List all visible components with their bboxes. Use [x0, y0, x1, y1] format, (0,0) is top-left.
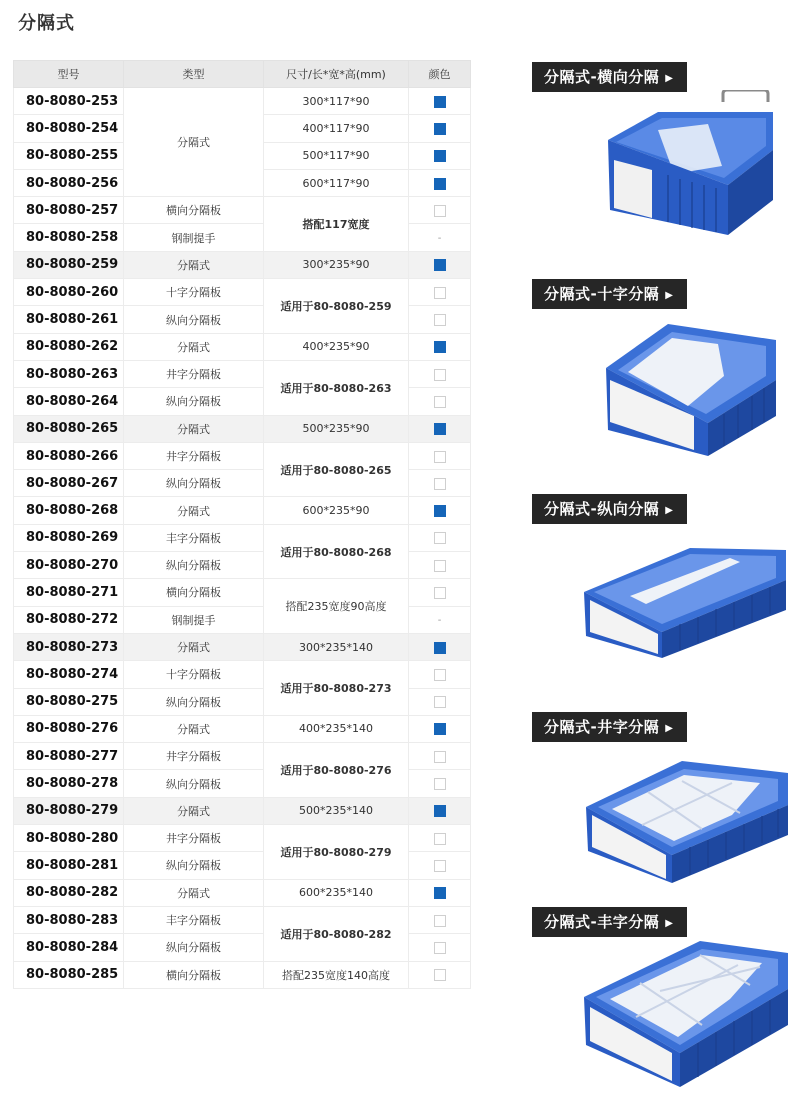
table-row — [14, 961, 471, 988]
model-cell: 80-8080-280 — [14, 825, 124, 852]
model-cell: 80-8080-263 — [14, 360, 124, 387]
size-cell: 适用于80-8080-259 — [264, 279, 409, 334]
model-cell: 80-8080-283 — [14, 906, 124, 933]
triangle-right-icon: ▶ — [665, 290, 674, 301]
size-cell: 搭配117宽度 — [264, 197, 409, 252]
table-row — [14, 442, 471, 469]
empty-color-swatch — [434, 587, 446, 599]
size-cell: 500*117*90 — [264, 142, 409, 169]
empty-color-swatch — [434, 478, 446, 490]
model-cell: 80-8080-284 — [14, 934, 124, 961]
size-cell: 400*235*140 — [264, 715, 409, 742]
color-cell — [409, 169, 471, 196]
product-label-text: 分隔式-纵向分隔 — [544, 500, 660, 518]
color-cell — [409, 961, 471, 988]
model-cell: 80-8080-281 — [14, 852, 124, 879]
model-cell: 80-8080-271 — [14, 579, 124, 606]
table-row — [14, 88, 471, 115]
color-cell — [409, 552, 471, 579]
table-row — [14, 251, 471, 278]
size-cell: 600*235*90 — [264, 497, 409, 524]
color-cell — [409, 770, 471, 797]
color-cell — [409, 579, 471, 606]
table-row — [14, 797, 471, 824]
model-cell: 80-8080-259 — [14, 251, 124, 278]
empty-color-swatch — [434, 860, 446, 872]
type-cell: 横向分隔板 — [124, 961, 264, 988]
model-cell: 80-8080-258 — [14, 224, 124, 251]
table-row — [14, 497, 471, 524]
size-cell: 500*235*90 — [264, 415, 409, 442]
type-cell: 十字分隔板 — [124, 661, 264, 688]
model-cell: 80-8080-261 — [14, 306, 124, 333]
product-label-1 — [532, 62, 687, 92]
empty-color-swatch — [434, 451, 446, 463]
triangle-right-icon: ▶ — [665, 723, 674, 734]
size-cell: 适用于80-8080-276 — [264, 743, 409, 798]
product-label-2 — [532, 279, 687, 309]
blue-color-swatch — [434, 150, 446, 162]
table-body — [14, 88, 471, 989]
size-cell: 适用于80-8080-263 — [264, 360, 409, 415]
model-cell: 80-8080-274 — [14, 661, 124, 688]
type-cell: 纵向分隔板 — [124, 688, 264, 715]
size-cell: 适用于80-8080-268 — [264, 524, 409, 579]
type-cell: 分隔式 — [124, 251, 264, 278]
bin-horizontal-divider-image — [598, 90, 783, 240]
color-cell — [409, 797, 471, 824]
type-cell: 横向分隔板 — [124, 197, 264, 224]
color-cell — [409, 633, 471, 660]
type-cell: 分隔式 — [124, 497, 264, 524]
empty-color-swatch — [434, 942, 446, 954]
blue-color-swatch — [434, 259, 446, 271]
empty-color-swatch — [434, 696, 446, 708]
type-cell: 分隔式 — [124, 333, 264, 360]
color-cell — [409, 197, 471, 224]
type-cell: 分隔式 — [124, 797, 264, 824]
table-row — [14, 415, 471, 442]
size-cell: 300*235*140 — [264, 633, 409, 660]
table-row — [14, 906, 471, 933]
type-cell: 纵向分隔板 — [124, 552, 264, 579]
color-cell — [409, 279, 471, 306]
blue-color-swatch — [434, 123, 446, 135]
empty-color-swatch — [434, 396, 446, 408]
product-label-3 — [532, 494, 687, 524]
triangle-right-icon: ▶ — [665, 73, 674, 84]
size-cell: 适用于80-8080-279 — [264, 825, 409, 880]
size-cell: 搭配235宽度90高度 — [264, 579, 409, 634]
size-cell: 适用于80-8080-265 — [264, 442, 409, 497]
header-type: 类型 — [124, 61, 264, 88]
header-size: 尺寸/长*宽*高(mm) — [264, 61, 409, 88]
model-cell: 80-8080-255 — [14, 142, 124, 169]
type-cell: 纵向分隔板 — [124, 470, 264, 497]
blue-color-swatch — [434, 805, 446, 817]
empty-color-swatch — [434, 915, 446, 927]
color-cell — [409, 934, 471, 961]
type-cell: 丰字分隔板 — [124, 524, 264, 551]
header-model: 型号 — [14, 61, 124, 88]
empty-color-swatch — [434, 314, 446, 326]
color-cell — [409, 606, 471, 633]
empty-color-swatch — [434, 369, 446, 381]
size-cell: 适用于80-8080-273 — [264, 661, 409, 716]
empty-color-swatch — [434, 560, 446, 572]
model-cell: 80-8080-278 — [14, 770, 124, 797]
color-cell — [409, 388, 471, 415]
type-cell: 井字分隔板 — [124, 360, 264, 387]
type-cell: 分隔式 — [124, 88, 264, 197]
table-row — [14, 333, 471, 360]
color-cell — [409, 333, 471, 360]
type-cell: 纵向分隔板 — [124, 934, 264, 961]
color-cell — [409, 306, 471, 333]
color-cell — [409, 360, 471, 387]
table-row — [14, 633, 471, 660]
model-cell: 80-8080-273 — [14, 633, 124, 660]
product-label-5 — [532, 907, 687, 937]
type-cell: 横向分隔板 — [124, 579, 264, 606]
size-cell: 400*235*90 — [264, 333, 409, 360]
blue-color-swatch — [434, 96, 446, 108]
page-title: 分隔式 — [18, 13, 75, 34]
triangle-right-icon: ▶ — [665, 505, 674, 516]
model-cell: 80-8080-275 — [14, 688, 124, 715]
type-cell: 井字分隔板 — [124, 442, 264, 469]
color-cell — [409, 115, 471, 142]
product-label-4 — [532, 712, 687, 742]
type-cell: 钢制提手 — [124, 606, 264, 633]
type-cell: 分隔式 — [124, 715, 264, 742]
table-row — [14, 279, 471, 306]
type-cell: 钢制提手 — [124, 224, 264, 251]
blue-color-swatch — [434, 642, 446, 654]
blue-color-swatch — [434, 505, 446, 517]
triangle-right-icon: ▶ — [665, 918, 674, 929]
model-cell: 80-8080-267 — [14, 470, 124, 497]
model-cell: 80-8080-253 — [14, 88, 124, 115]
table-row — [14, 197, 471, 224]
color-cell — [409, 224, 471, 251]
model-cell: 80-8080-268 — [14, 497, 124, 524]
color-cell — [409, 906, 471, 933]
color-cell — [409, 688, 471, 715]
spec-table — [13, 60, 471, 989]
empty-color-swatch — [434, 669, 446, 681]
bin-feng-divider-image — [580, 935, 792, 1090]
product-label-text: 分隔式-横向分隔 — [544, 68, 660, 86]
model-cell: 80-8080-270 — [14, 552, 124, 579]
bin-longitudinal-divider-image — [580, 540, 790, 660]
type-cell: 丰字分隔板 — [124, 906, 264, 933]
color-cell — [409, 251, 471, 278]
color-cell — [409, 661, 471, 688]
color-cell — [409, 852, 471, 879]
empty-color-swatch — [434, 778, 446, 790]
model-cell: 80-8080-256 — [14, 169, 124, 196]
model-cell: 80-8080-260 — [14, 279, 124, 306]
blue-color-swatch — [434, 887, 446, 899]
model-cell: 80-8080-264 — [14, 388, 124, 415]
empty-color-swatch — [434, 833, 446, 845]
type-cell: 分隔式 — [124, 415, 264, 442]
color-cell — [409, 88, 471, 115]
type-cell: 分隔式 — [124, 879, 264, 906]
empty-color-swatch — [434, 751, 446, 763]
table-row — [14, 715, 471, 742]
product-label-text: 分隔式-丰字分隔 — [544, 913, 660, 931]
type-cell: 纵向分隔板 — [124, 852, 264, 879]
empty-color-swatch — [434, 532, 446, 544]
model-cell: 80-8080-277 — [14, 743, 124, 770]
header-color: 颜色 — [409, 61, 471, 88]
color-cell — [409, 825, 471, 852]
size-cell: 600*235*140 — [264, 879, 409, 906]
size-cell: 300*117*90 — [264, 88, 409, 115]
size-cell: 搭配235宽度140高度 — [264, 961, 409, 988]
color-cell — [409, 142, 471, 169]
table-row — [14, 825, 471, 852]
blue-color-swatch — [434, 723, 446, 735]
color-cell — [409, 715, 471, 742]
table-row — [14, 661, 471, 688]
size-cell: 600*117*90 — [264, 169, 409, 196]
model-cell: 80-8080-266 — [14, 442, 124, 469]
size-cell: 500*235*140 — [264, 797, 409, 824]
dash-mark: - — [437, 615, 442, 627]
color-cell — [409, 524, 471, 551]
table-row — [14, 743, 471, 770]
blue-color-swatch — [434, 423, 446, 435]
size-cell: 适用于80-8080-282 — [264, 906, 409, 961]
bin-cross-divider-image — [598, 318, 783, 458]
model-cell: 80-8080-279 — [14, 797, 124, 824]
product-label-text: 分隔式-十字分隔 — [544, 285, 660, 303]
table-row — [14, 879, 471, 906]
size-cell: 300*235*90 — [264, 251, 409, 278]
type-cell: 分隔式 — [124, 633, 264, 660]
type-cell: 纵向分隔板 — [124, 770, 264, 797]
empty-color-swatch — [434, 205, 446, 217]
empty-color-swatch — [434, 969, 446, 981]
size-cell: 400*117*90 — [264, 115, 409, 142]
dash-mark: - — [437, 233, 442, 245]
product-label-text: 分隔式-井字分隔 — [544, 718, 660, 736]
table-header-row — [14, 61, 471, 88]
type-cell: 井字分隔板 — [124, 743, 264, 770]
table-row — [14, 360, 471, 387]
model-cell: 80-8080-257 — [14, 197, 124, 224]
model-cell: 80-8080-265 — [14, 415, 124, 442]
model-cell: 80-8080-285 — [14, 961, 124, 988]
color-cell — [409, 743, 471, 770]
model-cell: 80-8080-276 — [14, 715, 124, 742]
color-cell — [409, 879, 471, 906]
type-cell: 纵向分隔板 — [124, 306, 264, 333]
model-cell: 80-8080-272 — [14, 606, 124, 633]
model-cell: 80-8080-262 — [14, 333, 124, 360]
model-cell: 80-8080-254 — [14, 115, 124, 142]
model-cell: 80-8080-269 — [14, 524, 124, 551]
table-row — [14, 524, 471, 551]
blue-color-swatch — [434, 178, 446, 190]
type-cell: 井字分隔板 — [124, 825, 264, 852]
color-cell — [409, 497, 471, 524]
type-cell: 纵向分隔板 — [124, 388, 264, 415]
table-row — [14, 579, 471, 606]
model-cell: 80-8080-282 — [14, 879, 124, 906]
blue-color-swatch — [434, 341, 446, 353]
type-cell: 十字分隔板 — [124, 279, 264, 306]
color-cell — [409, 442, 471, 469]
bin-grid-divider-image — [582, 755, 792, 885]
color-cell — [409, 415, 471, 442]
color-cell — [409, 470, 471, 497]
empty-color-swatch — [434, 287, 446, 299]
